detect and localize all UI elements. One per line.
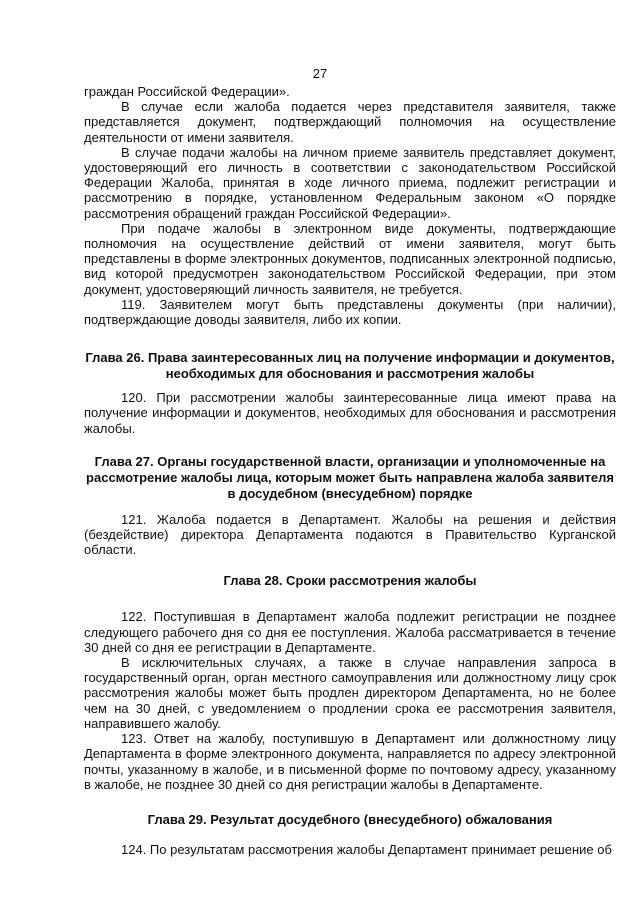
chapter-29-heading: Глава 29. Результат досудебного (внесудебного) обжалования xyxy=(147,811,553,827)
paragraph: В случае если жалоба подается через представителя заявителя, также представляется документ, подтверждающий полномочия на осуществление деятельности от имени заявителя. xyxy=(84,99,616,145)
page-number: 27 xyxy=(312,66,328,81)
chapter-26-heading: Глава 26. Права заинтересованных лиц на получение информации и документов, необходимых для обоснования и рассмотрения жалобы xyxy=(85,350,615,382)
chapter-27-heading: Глава 27. Органы государственной власти, организации и уполномоченные на рассмотрение жалобы лица, которым может быть направлена жалоба заявителя в досудебном (внесудебном) порядке xyxy=(86,453,614,501)
paragraph: 123. Ответ на жалобу, поступившую в Департамент или должностному лицу Департамента в форме электронного документа, направляется по адресу электронной почты, указанному в жалобе, и в письменной форме по почтовому адресу, указанному в жалобе, не позднее 30 дней со дня регистрации жалобы в Департаменте. xyxy=(84,731,616,792)
document-content xyxy=(84,84,616,857)
paragraph: 120. При рассмотрении жалобы заинтересованные лица имеют права на получение информации и документов, необходимых для обоснования и рассмотрения жалобы. xyxy=(84,390,616,436)
paragraph: 124. По результатам рассмотрения жалобы Департамент принимает решение об xyxy=(121,841,612,857)
paragraph: В случае подачи жалобы на личном приеме заявитель представляет документ, удостоверяющий его личность в соответствии с законодательством Российской Федерации Жалоба, принятая в ходе личного приема, подлежит регистрации и рассмотрению в порядке, установленном Федеральным законом «О порядке рассмотрения обращений граждан Российской Федерации». xyxy=(84,144,616,221)
paragraph: 121. Жалоба подается в Департамент. Жалобы на решения и действия (бездействие) директора Департамента подаются в Правительство Курганской области. xyxy=(84,511,616,558)
chapter-28-heading: Глава 28. Сроки рассмотрения жалобы xyxy=(223,573,477,589)
paragraph: граждан Российской Федерации». xyxy=(84,84,290,99)
paragraph: 122. Поступившая в Департамент жалоба подлежит регистрации не позднее следующего рабочего дня со дня ее поступления. Жалоба рассматривается в течение 30 дней со дня ее регистрации в Департаменте. xyxy=(84,609,616,655)
paragraph: При подаче жалобы в электронном виде документы, подтверждающие полномочия на осуществление действий от имени заявителя, могут быть представлены в форме электронных документов, подписанных электронной подписью, вид которой предусмотрен законодательством Российской Федерации, при этом документ, удостоверяющий личность заявителя, не требуется. xyxy=(84,220,616,297)
paragraph: В исключительных случаях, а также в случае направления запроса в государственный орган, орган местного самоуправления или должностному лицу срок рассмотрения жалобы может быть продлен директором Департамента, но не более чем на 30 дней, с уведомлением о продлении срока ее рассмотрения заявителя, направившего жалобу. xyxy=(84,655,616,731)
paragraph: 119. Заявителем могут быть представлены документы (при наличии), подтверждающие доводы заявителя, либо их копии. xyxy=(84,296,616,328)
